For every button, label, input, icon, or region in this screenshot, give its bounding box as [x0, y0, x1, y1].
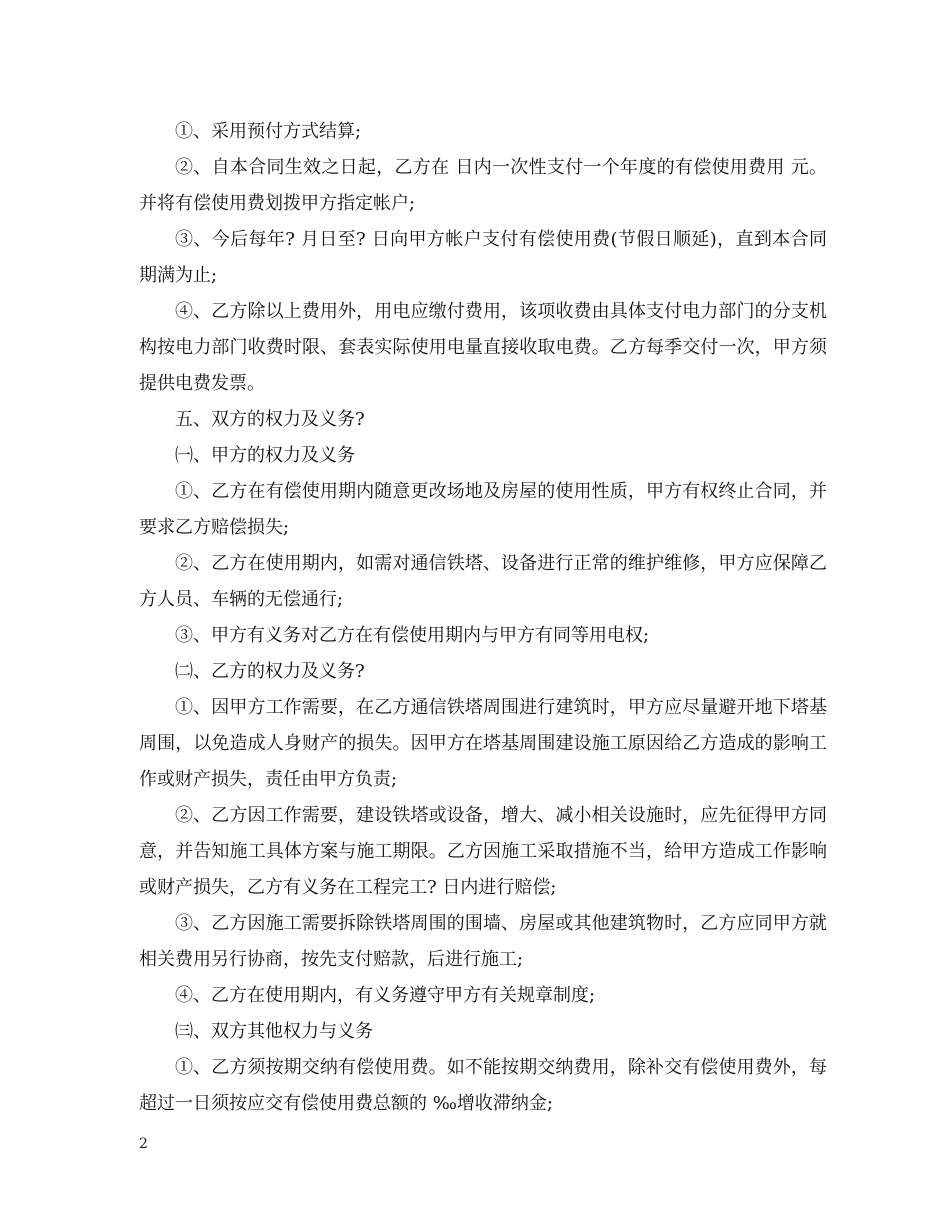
paragraph-electricity-fee: ④、乙方除以上费用外，用电应缴付费用，该项收费由具体支付电力部门的分支机构按电力部门收费时限、套表实际使用电量直接收取电费。乙方每季交付一次，甲方须提供电费发票。: [139, 301, 827, 394]
subsection-heading-party-b: ㈡、乙方的权力及义务?: [175, 661, 365, 682]
paragraph-payment-method: ①、采用预付方式结算;: [175, 121, 362, 142]
paragraph-annual-fee: ②、自本合同生效之日起，乙方在 日内一次性支付一个年度的有偿使用费用 元。并将有偿使用费划拨甲方指定帐户;: [139, 157, 827, 214]
paragraph-party-b-equipment: ②、乙方因工作需要，建设铁塔或设备，增大、减小相关设施时，应先征得甲方同意，并告知施工具体方案与施工期限。乙方因施工采取措施不当，给甲方造成工作影响或财产损失，乙方有义务在工程完工? 日内进行赔偿;: [139, 805, 827, 898]
paragraph-party-b-construction: ①、因甲方工作需要，在乙方通信铁塔周围进行建筑时，甲方应尽量避开地下塔基周围，以免造成人身财产的损失。因甲方在塔基周围建设施工原因给乙方造成的影响工作或财产损失，责任由甲方负责;: [139, 697, 827, 790]
page-number: 2: [139, 1136, 148, 1152]
section-heading-rights-duties: 五、双方的权力及义务?: [175, 409, 365, 430]
paragraph-late-fee: ①、乙方须按期交纳有偿使用费。如不能按期交纳费用，除补交有偿使用费外，每超过一日须按应交有偿使用费总额的 ‰增收滞纳金;: [139, 1057, 827, 1114]
subsection-heading-other: ㈢、双方其他权力与义务: [175, 1021, 373, 1042]
paragraph-party-a-access: ②、乙方在使用期内，如需对通信铁塔、设备进行正常的维护维修，甲方应保障乙方人员、车辆的无偿通行;: [139, 553, 827, 610]
paragraph-party-a-power: ③、甲方有义务对乙方在有偿使用期内与甲方有同等用电权;: [175, 625, 650, 646]
paragraph-yearly-payment: ③、今后每年? 月日至? 日向甲方帐户支付有偿使用费(节假日顺延)，直到本合同期满为止;: [139, 229, 827, 286]
document-body: [139, 114, 827, 1122]
subsection-heading-party-a: ㈠、甲方的权力及义务: [175, 445, 355, 466]
paragraph-party-a-termination: ①、乙方在有偿使用期内随意更改场地及房屋的使用性质，甲方有权终止合同，并要求乙方赔偿损失;: [139, 481, 827, 538]
paragraph-party-b-rules: ④、乙方在使用期内，有义务遵守甲方有关规章制度;: [175, 985, 596, 1006]
paragraph-party-b-demolition: ③、乙方因施工需要拆除铁塔周围的围墙、房屋或其他建筑物时，乙方应同甲方就相关费用另行协商，按先支付赔款，后进行施工;: [139, 913, 827, 970]
